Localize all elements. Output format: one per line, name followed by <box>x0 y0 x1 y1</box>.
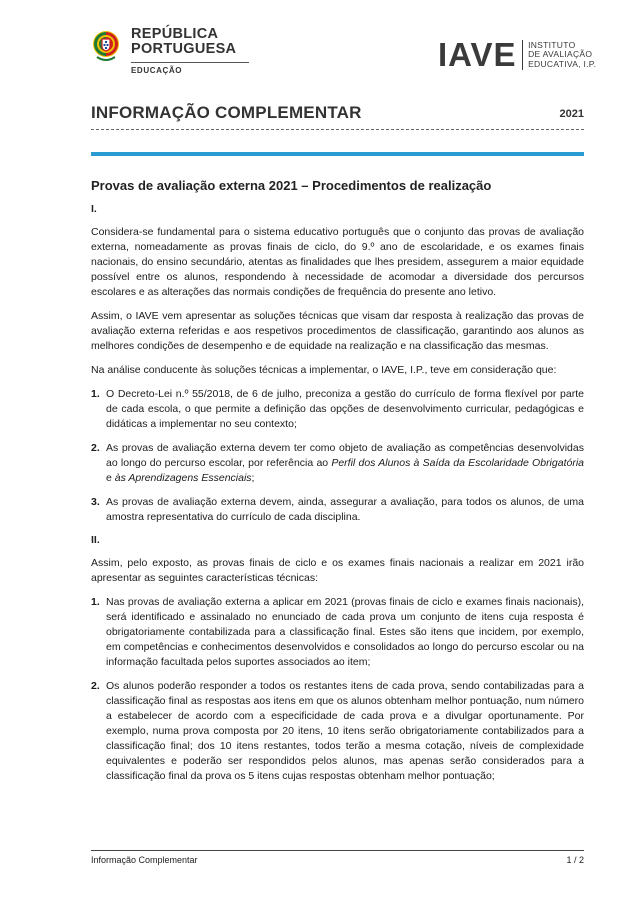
list-number: 3. <box>91 496 100 508</box>
list-item <box>91 495 584 525</box>
title-dashed-rule <box>91 129 584 130</box>
iave-name-line3: EDUCATIVA, I.P. <box>528 58 597 69</box>
list-item <box>91 441 584 486</box>
list-text <box>106 441 584 486</box>
iave-name-line2: DE AVALIAÇÃO <box>528 49 593 60</box>
list-number: 1. <box>91 596 100 608</box>
iave-logo <box>438 36 597 73</box>
list-text-part: e <box>106 472 115 484</box>
list-text-part: As provas de avaliação externa devem ter como objeto de avaliação as competências desenvolvidas ao longo do percurso escolar, por referência ao <box>106 442 584 469</box>
list-number: 2. <box>91 680 100 692</box>
list-text: Os alunos poderão responder a todos os restantes itens de cada prova, sendo contabilizadas para a classificação final as respostas aos itens em que os alunos obtenham melhor pontuação, num número a estabelecer de acordo com a especificidade de cada prova e a divulgar oportunamente. Por exemplo, numa prova composta por 20 itens, 10 itens serão obrigatoriamente contabilizados para a classificação final; dos 10 itens restantes, todos terão a mesma cotação, níveis de complexidade equivalentes e poderão ser respondidos pelos alunos, mas apenas serão considerados para a classificação final da prova os 5 itens cujas respostas obtenham melhor pontuação; <box>106 680 584 782</box>
iave-name-line1: INSTITUTO <box>528 39 576 50</box>
list-text: Nas provas de avaliação externa a aplicar em 2021 (provas finais de ciclo e exames finais nacionais), será identificado e assinalado no enunciado de cada prova um conjunto de itens cuja resposta é obrigatoriamente contabilizada para a classificação final. Estes são itens que incidem, por exemplo, em competências e conhecimentos desenvolvidos e consolidados ao longo do percurso escolar ou na informação facultada pelos suportes associados ao item; <box>106 596 584 668</box>
page-number: 1 / 2 <box>566 855 584 865</box>
iave-wordmark: IAVE <box>438 36 517 73</box>
document-year: 2021 <box>559 108 584 120</box>
list-item <box>91 387 584 432</box>
list-text-part: ; <box>251 472 255 484</box>
considerations-list <box>91 387 584 525</box>
gov-name-line2: PORTUGUESA <box>131 41 237 57</box>
section-title: Provas de avaliação externa 2021 – Procedimentos de realização <box>91 178 492 193</box>
portugal-coat-of-arms-icon <box>91 27 121 65</box>
document-body <box>91 178 584 793</box>
list-text: As provas de avaliação externa devem, ainda, assegurar a avaliação, para todos os alunos, de uma amostra representativa do currículo de cada disciplina. <box>106 496 584 523</box>
gov-ministry: EDUCAÇÃO <box>131 66 183 75</box>
list-text: O Decreto-Lei n.º 55/2018, de 6 de julho, preconiza a gestão do currículo de forma flexível por parte de cada escola, o que permite a definição das opções de desenvolvimento curricular, pedagógicas e didáticas a implementar no seu contexto; <box>106 388 584 430</box>
characteristics-list <box>91 595 584 784</box>
paragraph-4: Assim, pelo exposto, as provas finais de ciclo e os exames finais nacionais a realizar em 2021 irão apresentar as seguintes características técnicas: <box>91 557 584 584</box>
paragraph-2: Assim, o IAVE vem apresentar as soluções técnicas que visam dar resposta à realização das provas de avaliação externa referidas e aos respetivos procedimentos de classificação, garantindo aos alunos as melhores condições de desempenho e de equidade na realização e na classificação das mesmas. <box>91 310 584 352</box>
republica-portuguesa-logo <box>91 27 249 75</box>
iave-divider <box>522 40 524 70</box>
paragraph-3: Na análise conducente às soluções técnicas a implementar, o IAVE, I.P., teve em consideração que: <box>91 364 557 376</box>
gov-divider <box>131 62 249 63</box>
list-number: 2. <box>91 442 100 454</box>
footer-label: Informação Complementar <box>91 855 198 865</box>
list-item <box>91 679 584 784</box>
gov-name-line1: REPÚBLICA <box>131 26 219 42</box>
paragraph-1: Considera-se fundamental para o sistema educativo português que o conjunto das provas de avaliação externa, nomeadamente as provas finais de ciclo, do 9.º ano de escolaridade, e os exames finais nacionais, do ensino secundário, atentas as finalidades que lhes presidem, assegurem a maior equidade possível entre os alunos, respondendo à necessidade de acomodar a diversidade dos percursos escolares e as alterações das normais condições de frequência do presente ano letivo. <box>91 226 584 298</box>
list-number: 1. <box>91 388 100 400</box>
footer-rule <box>91 850 584 851</box>
iave-fullname <box>528 41 596 70</box>
part-label-1: I. <box>91 203 97 215</box>
accent-bar <box>91 152 584 156</box>
list-item <box>91 595 584 670</box>
perfil-dos-alunos-reference: Perfil dos Alunos à Saída da Escolaridade Obrigatória <box>331 457 584 469</box>
aprendizagens-essenciais-reference: às Aprendizagens Essenciais <box>114 472 252 484</box>
part-label-2: II. <box>91 534 100 546</box>
document-title: INFORMAÇÃO COMPLEMENTAR <box>91 103 362 122</box>
